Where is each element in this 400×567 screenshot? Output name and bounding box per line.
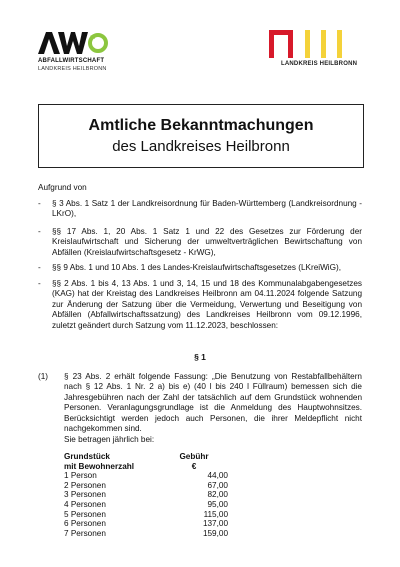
bullet-dash: - (38, 227, 41, 236)
section-heading: § 1 (194, 352, 206, 362)
fee-cell: 67,00 (207, 480, 228, 490)
fee-cell: 44,00 (207, 471, 228, 481)
fee-cell: 159,00 (202, 528, 228, 538)
list-item (38, 199, 362, 221)
table-row (64, 500, 228, 510)
bullet-text: §§ 2 Abs. 1 bis 4, 13 Abs. 1 und 3, 14, 15 und 18 des Kommunalabgabengesetzes (KAG) hat der Kreistag des Landkreises Heilbronn am 04.11.2024 folgende Satzung zur Änderung der Satzung über die Vermeidung, Verwertung und Beseitigung von Abfällen (Abfallwirtschaftssatzung) des Landkreises Heilbronn vom 09.12.1996, zuletzt geändert durch Satzung vom 11.12.2023, beschlossen: (52, 279, 362, 330)
fee-cell: 95,00 (207, 499, 228, 509)
fee-cell: 137,00 (202, 519, 228, 529)
header-fee: Gebühr (179, 452, 209, 461)
table-row (64, 529, 228, 539)
list-item (38, 279, 362, 331)
awv-logo (38, 30, 108, 78)
persons-cell: 1 Person (64, 471, 97, 481)
bullet-text: §§ 9 Abs. 1 und 10 Abs. 1 des Landes-Kreislaufwirtschaftsgesetzes (LKreiWiG), (52, 263, 341, 272)
title-line-2: des Landkreises Heilbronn (112, 138, 290, 155)
persons-cell: 2 Personen (64, 480, 106, 490)
persons-cell: 6 Personen (64, 519, 106, 529)
fee-cell: 115,00 (203, 509, 228, 519)
bullet-dash: - (38, 263, 41, 272)
fee-table (64, 452, 228, 538)
persons-cell: 5 Personen (64, 509, 106, 519)
table-row (64, 519, 228, 529)
landkreis-bars-icon (269, 30, 365, 58)
title-line-1: Amtliche Bekanntmachungen (88, 117, 314, 134)
table-row (64, 510, 228, 520)
rate-intro: Sie betragen jährlich bei: (64, 435, 155, 444)
fee-cell: 82,00 (207, 490, 228, 500)
bullet-dash: - (38, 279, 41, 288)
landkreis-logo (269, 30, 365, 70)
header-persons-sub: mit Bewohnerzahl (64, 461, 135, 471)
paragraph-body: § 23 Abs. 2 erhält folgende Fassung: „Die Benutzung von Restabfallbehältern nach § 12 Abs. 1 Nr. 2 a) bis e) (40 l bis 240 l Füllraum) bemessen sich die Jahresgebühren nach der Zahl der tatsächlich auf dem Grundstück wohnenden Personen. Veranlagungsgrundlage ist die Anmeldung des Hauptwohnsitzes. Berücksichtigt werden jedoch auch Personen, die ihrer Meldepflicht nicht nachgekommen sind. (64, 372, 362, 434)
list-item (38, 227, 362, 260)
persons-cell: 7 Personen (64, 528, 106, 538)
awv-logo-mark-icon (38, 30, 108, 58)
table-header-row (64, 462, 228, 472)
landkreis-logo-text: LANDKREIS HEILBRONN (281, 61, 358, 67)
header-persons: Grundstück (64, 452, 110, 461)
bullet-dash: - (38, 199, 41, 208)
bullet-text: §§ 17 Abs. 1, 20 Abs. 1 Satz 1 und 22 des Gesetzes zur Förderung der Kreislaufwirtschaft und Sicherung der umweltverträglichen Bewirtschaftung von Abfällen (Kreislaufwirtschaftsgesetz - KrWG), (52, 227, 362, 257)
header-fee-unit: € (191, 461, 197, 471)
awv-line2: LANDKREIS HEILBRONN (38, 66, 107, 72)
persons-cell: 4 Personen (64, 499, 106, 509)
title-box (38, 104, 364, 168)
intro-text: Aufgrund von (38, 183, 87, 192)
paragraph-number: (1) (38, 372, 49, 381)
persons-cell: 3 Personen (64, 490, 106, 500)
awv-line1: ABFALLWIRTSCHAFT (38, 58, 105, 64)
list-item (38, 263, 362, 275)
bullet-text: § 3 Abs. 1 Satz 1 der Landkreisordnung für Baden-Württemberg (Landkreisordnung - LKrO), (52, 199, 362, 219)
table-row (64, 471, 228, 481)
table-header-row (64, 452, 228, 462)
table-row (64, 481, 228, 491)
table-row (64, 490, 228, 500)
